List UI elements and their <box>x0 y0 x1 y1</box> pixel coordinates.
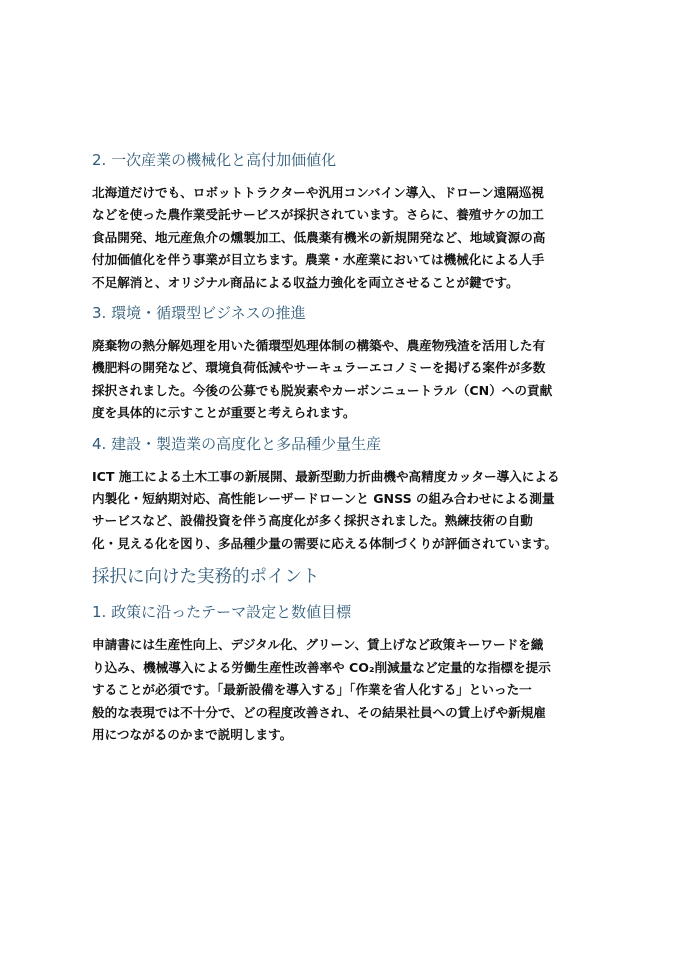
section-heading-policy-theme: 1. 政策に沿ったテーマ設定と数値目標 <box>92 603 352 622</box>
section-heading-primary-industry: 2. 一次産業の機械化と高付加価値化 <box>92 151 337 169</box>
text-line: 北海道だけでも、ロボットトラクターや汎用コンバイン導入、ドローン遠隔巡視 <box>92 185 544 200</box>
text-line: 食品開発、地元産魚介の燻製加工、低農薬有機米の新規開発など、地域資源の高 <box>92 229 546 245</box>
text-line: 機肥料の開発など、環境負荷低減やサーキュラーエコノミーを掲げる案件が多数 <box>92 360 546 376</box>
text-line: ICT 施工による土木工事の新展開、最新型動力折曲機や高精度カッター導入による <box>92 468 560 484</box>
paragraph-policy-theme <box>92 634 592 746</box>
paragraph-construction-manufacturing <box>92 466 592 556</box>
text-line: 採択されました。今後の公募でも脱炭素やカーボンニュートラル（CN）への貢献 <box>92 382 553 398</box>
text-line: 用につながるのかまで説明します。 <box>92 726 293 742</box>
text-line: などを使った農作業受託サービスが採択されています。さらに、養殖サケの加工 <box>92 207 544 223</box>
text-line: 廃棄物の熱分解処理を用いた循環型処理体制の構築や、農産物残渣を活用した有 <box>92 338 546 354</box>
text-line: 度を具体的に示すことが重要と考えられます。 <box>92 405 356 421</box>
text-line: 内製化・短納期対応、高性能レーザードローンと GNSS の組み合わせによる測量 <box>92 491 555 507</box>
paragraph-circular-business <box>92 335 592 425</box>
paragraph-primary-industry <box>92 182 592 294</box>
text-line: り込み、機械導入による労働生産性改善率や CO₂削減量など定量的な指標を提示 <box>92 659 551 675</box>
major-heading-practical-points: 採択に向けた実務的ポイント <box>92 567 320 588</box>
text-line: 化・見える化を図り、多品種少量の需要に応える体制づくりが評価されています。 <box>92 535 557 551</box>
section-heading-construction-manufacturing: 4. 建設・製造業の高度化と多品種少量生産 <box>92 434 382 453</box>
document-page <box>92 150 592 746</box>
text-line: 般的な表現では不十分で、どの程度改善され、その結果社員への賃上げや新規雇 <box>92 704 546 720</box>
text-line: 不足解消と、オリジナル商品による収益力強化を両立させることが鍵です。 <box>92 274 519 290</box>
text-line: サービスなど、設備投資を伴う高度化が多く採択されました。熟練技術の自動 <box>92 513 533 529</box>
text-line: 付加価値化を伴う事業が目立ちます。農業・水産業においては機械化による人手 <box>92 252 545 268</box>
section-heading-circular-business: 3. 環境・循環型ビジネスの推進 <box>92 304 306 323</box>
text-line: 申請書には生産性向上、デジタル化、グリーン、賃上げなど政策キーワードを織 <box>92 637 544 653</box>
text-line: することが必須です。「最新設備を導入する」「作業を省人化する」といった一 <box>92 682 532 698</box>
